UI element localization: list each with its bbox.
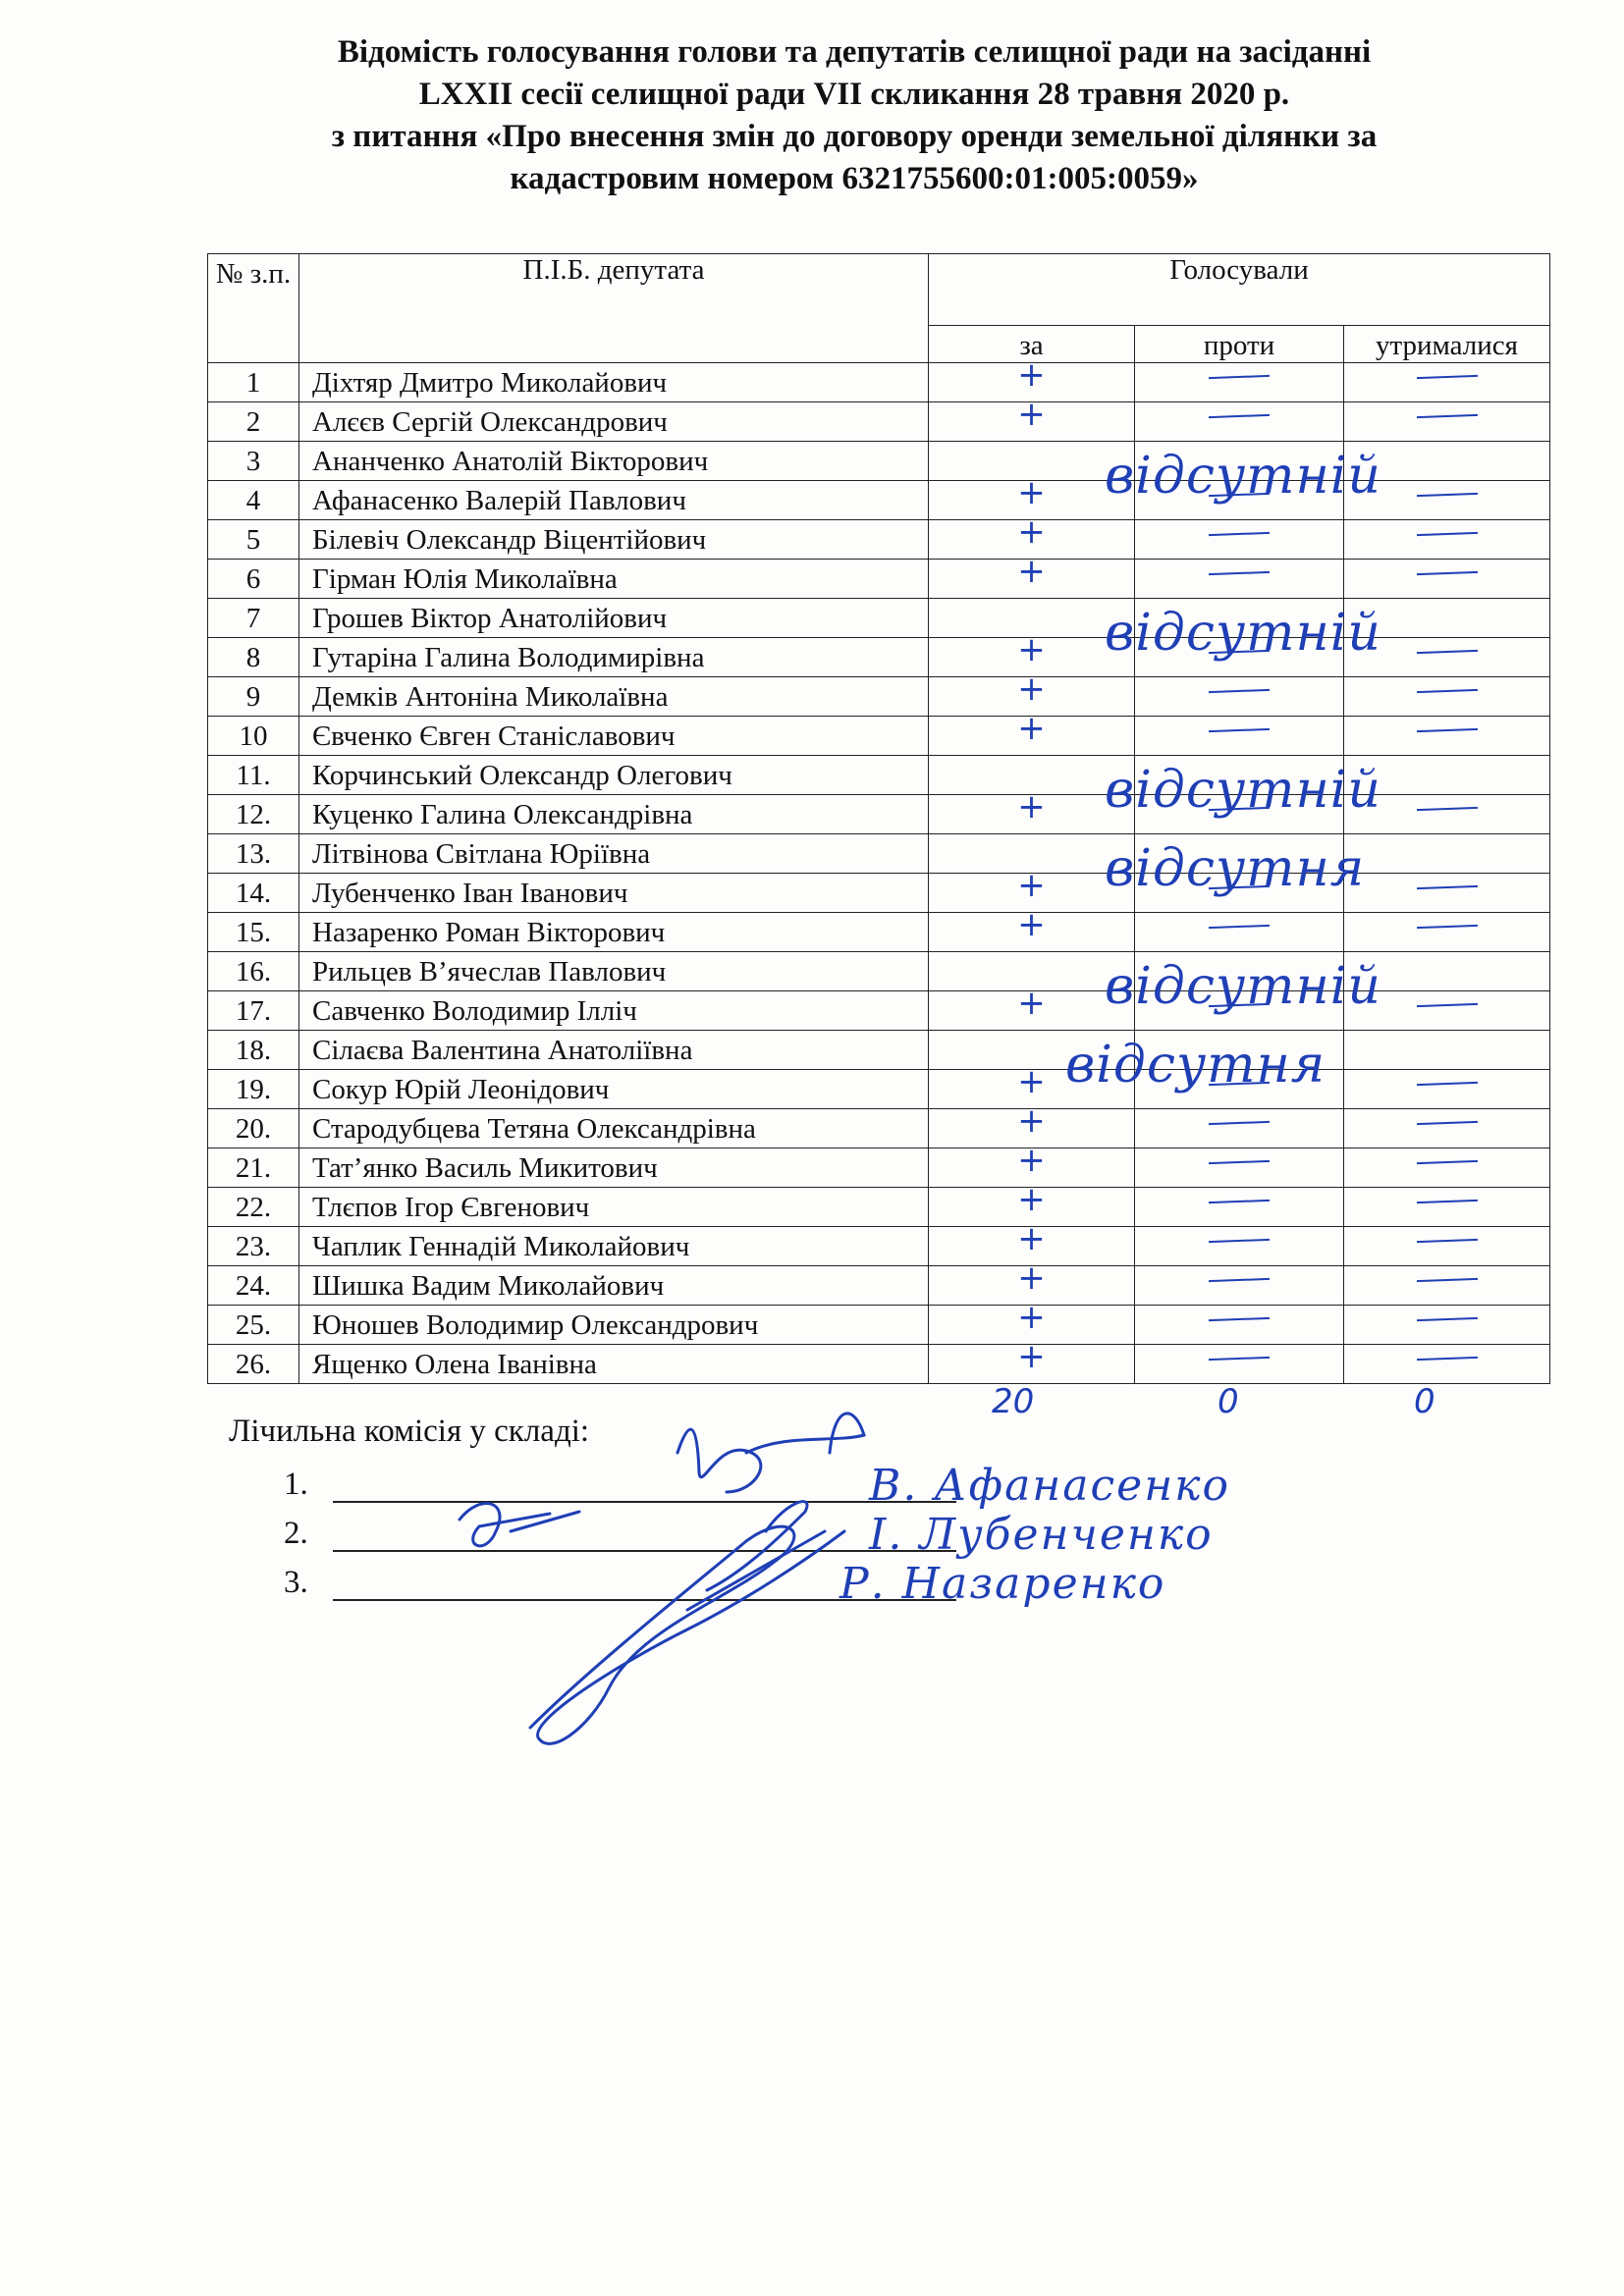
row-number: 26. xyxy=(208,1345,299,1384)
header-for: за xyxy=(929,326,1135,363)
deputy-name: Ященко Олена Іванівна xyxy=(299,1345,929,1384)
deputy-name: Демків Антоніна Миколаївна xyxy=(299,677,929,717)
plus-mark: + xyxy=(1017,637,1046,669)
row-number: 22. xyxy=(208,1188,299,1227)
row-number: 8 xyxy=(208,638,299,677)
deputy-name: Рильцев В’ячеслав Павлович xyxy=(299,952,929,991)
deputy-name: Алєєв Сергій Олександрович xyxy=(299,402,929,442)
deputy-name: Юношев Володимир Олександрович xyxy=(299,1306,929,1345)
deputy-name: Гутаріна Галина Володимирівна xyxy=(299,638,929,677)
absent-annotation: відсутня xyxy=(1065,1036,1326,1095)
absent-annotation: відсутній xyxy=(1105,957,1381,1016)
deputy-name: Сілаєва Валентина Анатоліївна xyxy=(299,1031,929,1070)
total-abstain: 0 xyxy=(1414,1382,1435,1421)
plus-mark: + xyxy=(1017,716,1046,748)
deputy-name: Тат’янко Василь Микитович xyxy=(299,1148,929,1188)
row-number: 7 xyxy=(208,599,299,638)
row-number: 6 xyxy=(208,560,299,599)
handwritten-name-1: В. Афанасенко xyxy=(869,1461,1230,1511)
handwritten-name-3: Р. Назаренко xyxy=(839,1559,1166,1609)
row-number: 18. xyxy=(208,1031,299,1070)
deputy-name: Шишка Вадим Миколайович xyxy=(299,1266,929,1306)
row-number: 1 xyxy=(208,363,299,402)
signature-scribble-1 xyxy=(460,1503,579,1545)
plus-mark: + xyxy=(1017,362,1046,395)
deputy-name: Куценко Галина Олександрівна xyxy=(299,795,929,834)
deputy-name: Стародубцева Тетяна Олександрівна xyxy=(299,1109,929,1148)
plus-mark: + xyxy=(1017,794,1046,827)
commission-label: Лічильна комісія у складі: xyxy=(229,1414,590,1449)
plus-mark: + xyxy=(1017,990,1046,1023)
deputy-name: Савченко Володимир Ілліч xyxy=(299,991,929,1031)
row-number: 16. xyxy=(208,952,299,991)
deputy-name: Корчинський Олександр Олегович xyxy=(299,756,929,795)
signature-scribble-4 xyxy=(687,1502,825,1610)
row-number: 17. xyxy=(208,991,299,1031)
commission-number: 1. xyxy=(284,1467,308,1502)
plus-mark: + xyxy=(1017,912,1046,944)
row-number: 5 xyxy=(208,520,299,560)
handwritten-name-2: І. Лубенченко xyxy=(869,1510,1214,1560)
deputy-name: Чаплик Геннадій Миколайович xyxy=(299,1227,929,1266)
plus-mark: + xyxy=(1017,873,1046,905)
absent-annotation: відсутній xyxy=(1105,604,1381,663)
commission-number: 2. xyxy=(284,1516,308,1551)
plus-mark: + xyxy=(1017,559,1046,591)
header-abstain: утрималися xyxy=(1344,326,1550,363)
row-number: 10 xyxy=(208,717,299,756)
row-number: 21. xyxy=(208,1148,299,1188)
plus-mark: + xyxy=(1017,519,1046,552)
deputy-name: Афанасенко Валерій Павлович xyxy=(299,481,929,520)
deputy-name: Діхтяр Дмитро Миколайович xyxy=(299,363,929,402)
deputy-name: Тлєпов Ігор Євгенович xyxy=(299,1188,929,1227)
row-number: 25. xyxy=(208,1306,299,1345)
deputy-name: Сокур Юрій Леонідович xyxy=(299,1070,929,1109)
total-against: 0 xyxy=(1218,1382,1239,1421)
row-number: 19. xyxy=(208,1070,299,1109)
header-name: П.І.Б. депутата xyxy=(299,254,929,363)
deputy-name: Лубенченко Іван Іванович xyxy=(299,874,929,913)
absent-annotation: відсутня xyxy=(1105,839,1366,898)
deputy-name: Літвінова Світлана Юріївна xyxy=(299,834,929,874)
header-against: проти xyxy=(1135,326,1344,363)
total-for: 20 xyxy=(992,1382,1035,1421)
row-number: 12. xyxy=(208,795,299,834)
deputy-name: Ананченко Анатолій Вікторович xyxy=(299,442,929,481)
row-number: 4 xyxy=(208,481,299,520)
deputy-name: Грошев Віктор Анатолійович xyxy=(299,599,929,638)
plus-mark: + xyxy=(1017,1069,1046,1101)
plus-mark: + xyxy=(1017,1265,1046,1298)
plus-mark: + xyxy=(1017,676,1046,709)
row-number: 15. xyxy=(208,913,299,952)
row-number: 9 xyxy=(208,677,299,717)
plus-mark: + xyxy=(1017,1108,1046,1141)
absent-annotation: відсутній xyxy=(1105,447,1381,506)
title-line-1: Відомість голосування голови та депутатів селищної ради на засіданні xyxy=(337,34,1372,70)
plus-mark: + xyxy=(1017,1148,1046,1180)
title-line-2: LXXII сесії селищної ради VII скликання 28 травня 2020 р. xyxy=(418,77,1290,112)
title-line-4: кадастровим номером 6321755600:01:005:0059» xyxy=(510,161,1199,196)
plus-mark: + xyxy=(1017,1226,1046,1258)
commission-number: 3. xyxy=(284,1565,308,1600)
header-voted: Голосували xyxy=(929,254,1550,326)
header-number-label: № з.п. xyxy=(215,258,292,290)
plus-mark: + xyxy=(1017,1305,1046,1337)
signature-scribble-2 xyxy=(677,1414,864,1492)
row-number: 11. xyxy=(208,756,299,795)
deputy-name: Білевіч Олександр Віцентійович xyxy=(299,520,929,560)
plus-mark: + xyxy=(1017,401,1046,434)
row-number: 2 xyxy=(208,402,299,442)
row-number: 20. xyxy=(208,1109,299,1148)
plus-mark: + xyxy=(1017,1187,1046,1219)
row-number: 3 xyxy=(208,442,299,481)
row-number: 24. xyxy=(208,1266,299,1306)
plus-mark: + xyxy=(1017,1344,1046,1376)
signature-scribble-3 xyxy=(530,1526,844,1743)
deputy-name: Гірман Юлія Миколаївна xyxy=(299,560,929,599)
title-line-3: з питання «Про внесення змін до договору оренди земельної ділянки за xyxy=(331,119,1378,154)
row-number: 14. xyxy=(208,874,299,913)
absent-annotation: відсутній xyxy=(1105,761,1381,820)
plus-mark: + xyxy=(1017,480,1046,512)
row-number: 23. xyxy=(208,1227,299,1266)
row-number: 13. xyxy=(208,834,299,874)
deputy-name: Євченко Євген Станіславович xyxy=(299,717,929,756)
deputy-name: Назаренко Роман Вікторович xyxy=(299,913,929,952)
